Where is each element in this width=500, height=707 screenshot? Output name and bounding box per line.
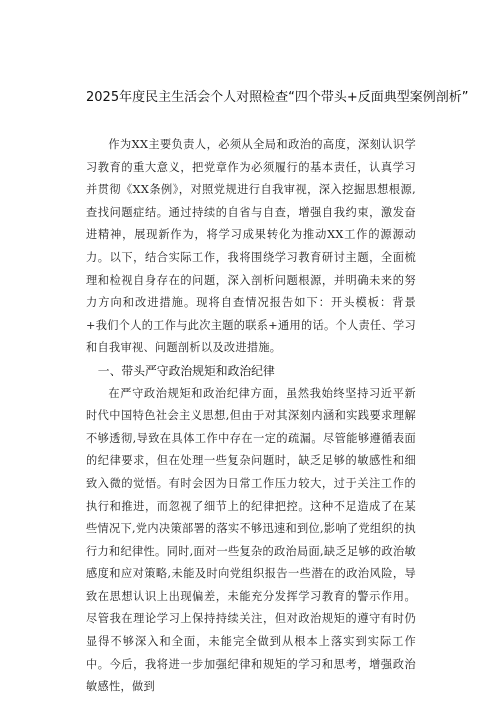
intro-paragraph: 作为XX主要负责人，必须从全局和政治的高度，深刻认识学习教育的重大意义，把党章作为必须履行的基本责任，认真学习并贯彻《XX条例》，对照党规进行自我审视，深入挖掘思想根源,查找问题症结。通过持续的自省与自查，增强自我约束，激发奋进精神，展现新作为，将学习成果转化为推动XX工作的源源动力。以下，结合实际工作，我将围绕学习教育研讨主题，全面梳理和检视自身存在的问题，深入剖析问题根源，并明确未来的努力方向和改进措施。现将自查情况报告如下：开头模板：背景+我们个人的工作与此次主题的联系+通用的话。个人责任、学习和自我审视、问题剖析以及改进措施。 [86,138,416,355]
document-body [86,134,416,699]
section-paragraph: 在严守政治规矩和政治纪律方面，虽然我始终坚持习近平新时代中国特色社会主义思想,但由于对其深刻内涵和实践要求理解不够透彻,导致在具体工作中存在一定的疏漏。尽管能够遵循表面的纪律要求，但在处理一些复杂问题时，缺乏足够的敏感性和细致入微的觉悟。有时会因为日常工作压力较大，过于关注工作的执行和推进，而忽视了细节上的纪律把控。这种不足造成了在某些情况下,党内决策部署的落实不够迅速和到位,影响了党组织的执行力和纪律性。同时,面对一些复杂的政治局面,缺乏足够的政治敏感度和应对策略,未能及时向党组织报告一些潜在的政治风险，导致在思想认识上出现偏差，未能充分发挥学习教育的警示作用。尽管我在理论学习上保持持续关注，但对政治规矩的遵守有时仍显得不够深入和全面，未能完全做到从根本上落实到实际工作中。今后，我将进一步加强纪律和规矩的学习和思考，增强政治敏感性，做到 [86,386,416,694]
document-title: 2025年度民主生活会个人对照检查“四个带头+反面典型案例剖析” [86,90,469,105]
section-heading: 一、带头严守政治规矩和政治纪律 [97,363,275,378]
